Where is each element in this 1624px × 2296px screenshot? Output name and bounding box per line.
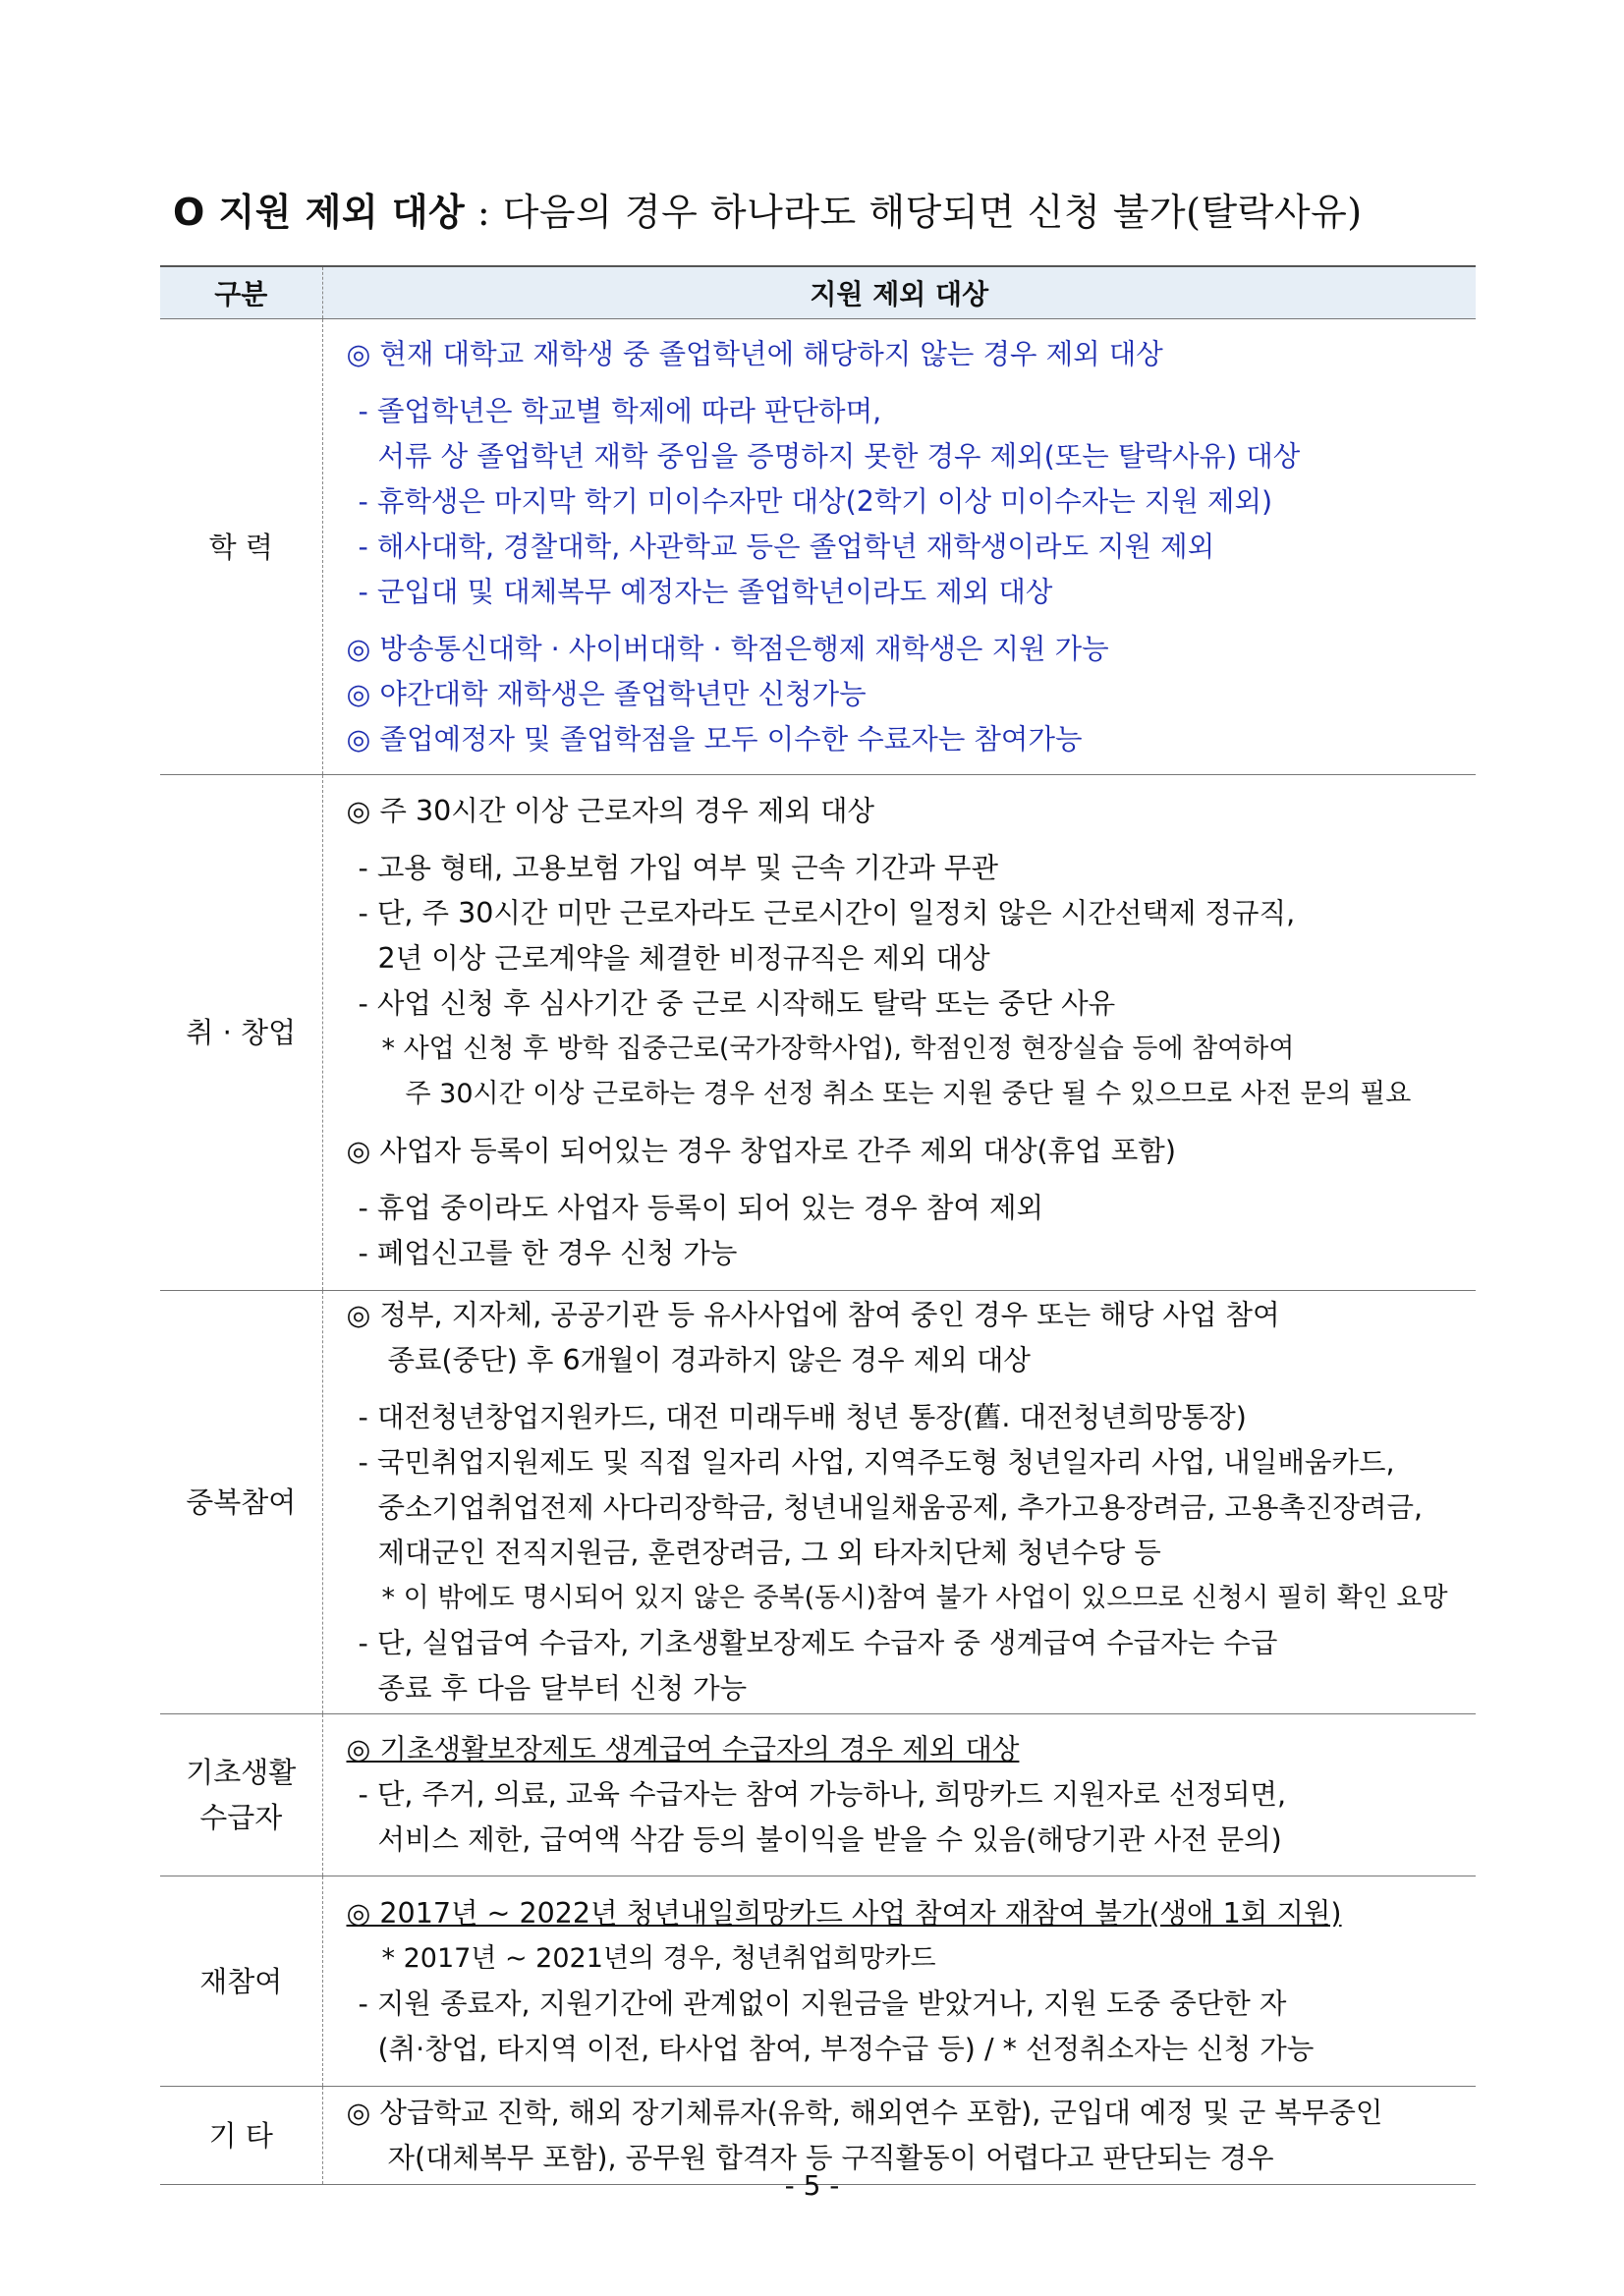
exclusion-table	[160, 265, 1476, 2185]
dash-item: 2년 이상 근로계약을 체결한 비정규직은 제외 대상	[377, 942, 990, 975]
title-bold: O 지원 제외 대상	[173, 191, 466, 234]
bullet-item: ◎ 상급학교 진학, 해외 장기체류자(유학, 해외연수 포함), 군입대 예정 및 군 복무중인	[346, 2096, 1383, 2129]
header-content: 지원 제외 대상	[322, 266, 1476, 319]
bullet-item: ◎ 방송통신대학 · 사이버대학 · 학점은행제 재학생은 지원 가능	[346, 632, 1109, 665]
dash-item: - 단, 주 30시간 미만 근로자라도 근로시간이 일정치 않은 시간선택제 정규직,	[358, 897, 1296, 929]
row-category: 재참여	[160, 1876, 322, 2087]
spacer	[323, 615, 1477, 627]
bullet-item: 자(대체복무 포함), 공무원 합격자 등 구직활동이 어렵다고 판단되는 경우	[387, 2141, 1274, 2174]
table-row	[160, 1714, 1476, 1876]
note-item: * 2017년 ~ 2021년의 경우, 청년취업희망카드	[381, 1942, 936, 1974]
note-item: 주 30시간 이상 근로하는 경우 선정 취소 또는 지원 중단 될 수 있으므로 사전 문의 필요	[405, 1079, 1412, 1109]
dash-item: 종료 후 다음 달부터 신청 가능	[377, 1672, 748, 1705]
table-row	[160, 1876, 1476, 2087]
dash-item: - 대전청년창업지원카드, 대전 미래두배 청년 통장(舊. 대전청년희망통장)	[358, 1401, 1247, 1433]
bullet-item: ◎ 현재 대학교 재학생 중 졸업학년에 해당하지 않는 경우 제외 대상	[346, 337, 1163, 370]
spacer	[323, 834, 1477, 846]
note-item: * 이 밖에도 명시되어 있지 않은 중복(동시)참여 불가 사업이 있으므로 신청시 필히 확인 요망	[381, 1583, 1448, 1613]
dash-item: - 단, 실업급여 수급자, 기초생활보장제도 수급자 중 생계급여 수급자는 수급	[358, 1627, 1278, 1659]
underlined-text: ◎ 2017년 ~ 2022년 청년내일희망카드 사업 참여자 재참여 불가(생애 1회 지원)	[346, 1896, 1342, 1930]
dash-item: - 고용 형태, 고용보험 가입 여부 및 근속 기간과 무관	[358, 852, 998, 884]
spacer	[323, 1174, 1477, 1186]
note-item: * 사업 신청 후 방학 집중근로(국가장학사업), 학점인정 현장실습 등에 참여하여	[381, 1034, 1295, 1064]
dash-item: 서류 상 졸업학년 재학 중임을 증명하지 못한 경우 제외(또는 탈락사유) 대상	[377, 439, 1301, 473]
underlined-text: ◎ 기초생활보장제도 생계급여 수급자의 경우 제외 대상	[346, 1733, 1020, 1765]
bullet-item: ◎ 야간대학 재학생은 졸업학년만 신청가능	[346, 677, 867, 710]
dash-item: (취·창업, 타지역 이전, 타사업 참여, 부정수급 등) / * 선정취소자는 신청 가능	[377, 2032, 1315, 2065]
table-row	[160, 1291, 1476, 1714]
dash-item: - 군입대 및 대체복무 예정자는 졸업학년이라도 제외 대상	[358, 575, 1053, 608]
bullet-item: ◎ 주 30시간 이상 근로자의 경우 제외 대상	[346, 795, 875, 827]
dash-item: - 휴학생은 마지막 학기 미이수자만 대상(2학기 이상 미이수자는 지원 제외)	[358, 484, 1273, 518]
row-content	[322, 1291, 1476, 1714]
table-row	[160, 775, 1476, 1291]
page-title	[173, 185, 1480, 240]
dash-item: - 휴업 중이라도 사업자 등록이 되어 있는 경우 참여 제외	[358, 1192, 1044, 1224]
bullet-item: ◎ 사업자 등록이 되어있는 경우 창업자로 간주 제외 대상(휴업 포함)	[346, 1135, 1176, 1167]
bullet-item: 종료(중단) 후 6개월이 경과하지 않은 경우 제외 대상	[387, 1344, 1031, 1376]
spacer	[323, 377, 1477, 389]
table-row	[160, 319, 1476, 775]
page-number: - 5 -	[784, 2169, 840, 2202]
spacer	[323, 1117, 1477, 1129]
dash-item: - 지원 종료자, 지원기간에 관계없이 지원금을 받았거나, 지원 도중 중단한 자	[358, 1987, 1287, 2020]
dash-item: - 국민취업지원제도 및 직접 일자리 사업, 지역주도형 청년일자리 사업, 내일배움카드,	[358, 1446, 1395, 1479]
dash-item: - 사업 신청 후 심사기간 중 근로 시작해도 탈락 또는 중단 사유	[358, 987, 1116, 1020]
dash-item: - 해사대학, 경찰대학, 사관학교 등은 졸업학년 재학생이라도 지원 제외	[358, 530, 1215, 563]
table-header-row	[160, 266, 1476, 319]
row-category: 중복참여	[160, 1291, 322, 1714]
row-category: 기 타	[160, 2087, 322, 2185]
title-rest: : 다음의 경우 하나라도 해당되면 신청 불가(탈락사유)	[465, 191, 1363, 234]
bullet-item: ◎ 정부, 지자체, 공공기관 등 유사사업에 참여 중인 경우 또는 해당 사업 참여	[346, 1299, 1280, 1331]
dash-item: - 단, 주거, 의료, 교육 수급자는 참여 가능하나, 희망카드 지원자로 선정되면,	[358, 1778, 1287, 1811]
bullet-item	[323, 1727, 1477, 1772]
row-content	[322, 775, 1476, 1291]
row-category: 기초생활 수급자	[160, 1714, 322, 1876]
spacer	[323, 1383, 1477, 1395]
bullet-item	[323, 1891, 1477, 1936]
row-category: 취 · 창업	[160, 775, 322, 1291]
header-category: 구분	[160, 266, 322, 319]
row-content	[322, 1876, 1476, 2087]
dash-item: 중소기업취업전제 사다리장학금, 청년내일채움공제, 추가고용장려금, 고용촉진장려금,	[377, 1491, 1424, 1524]
row-content	[322, 319, 1476, 775]
bullet-item: ◎ 졸업예정자 및 졸업학점을 모두 이수한 수료자는 참여가능	[346, 722, 1083, 756]
dash-item: - 폐업신고를 한 경우 신청 가능	[358, 1237, 738, 1269]
dash-item: - 졸업학년은 학교별 학제에 따라 판단하며,	[358, 394, 882, 427]
dash-item: 제대군인 전직지원금, 훈련장려금, 그 외 타자치단체 청년수당 등	[377, 1537, 1161, 1569]
row-category: 학 력	[160, 319, 322, 775]
dash-item: 서비스 제한, 급여액 삭감 등의 불이익을 받을 수 있음(해당기관 사전 문의)	[377, 1823, 1282, 1856]
row-content	[322, 1714, 1476, 1876]
